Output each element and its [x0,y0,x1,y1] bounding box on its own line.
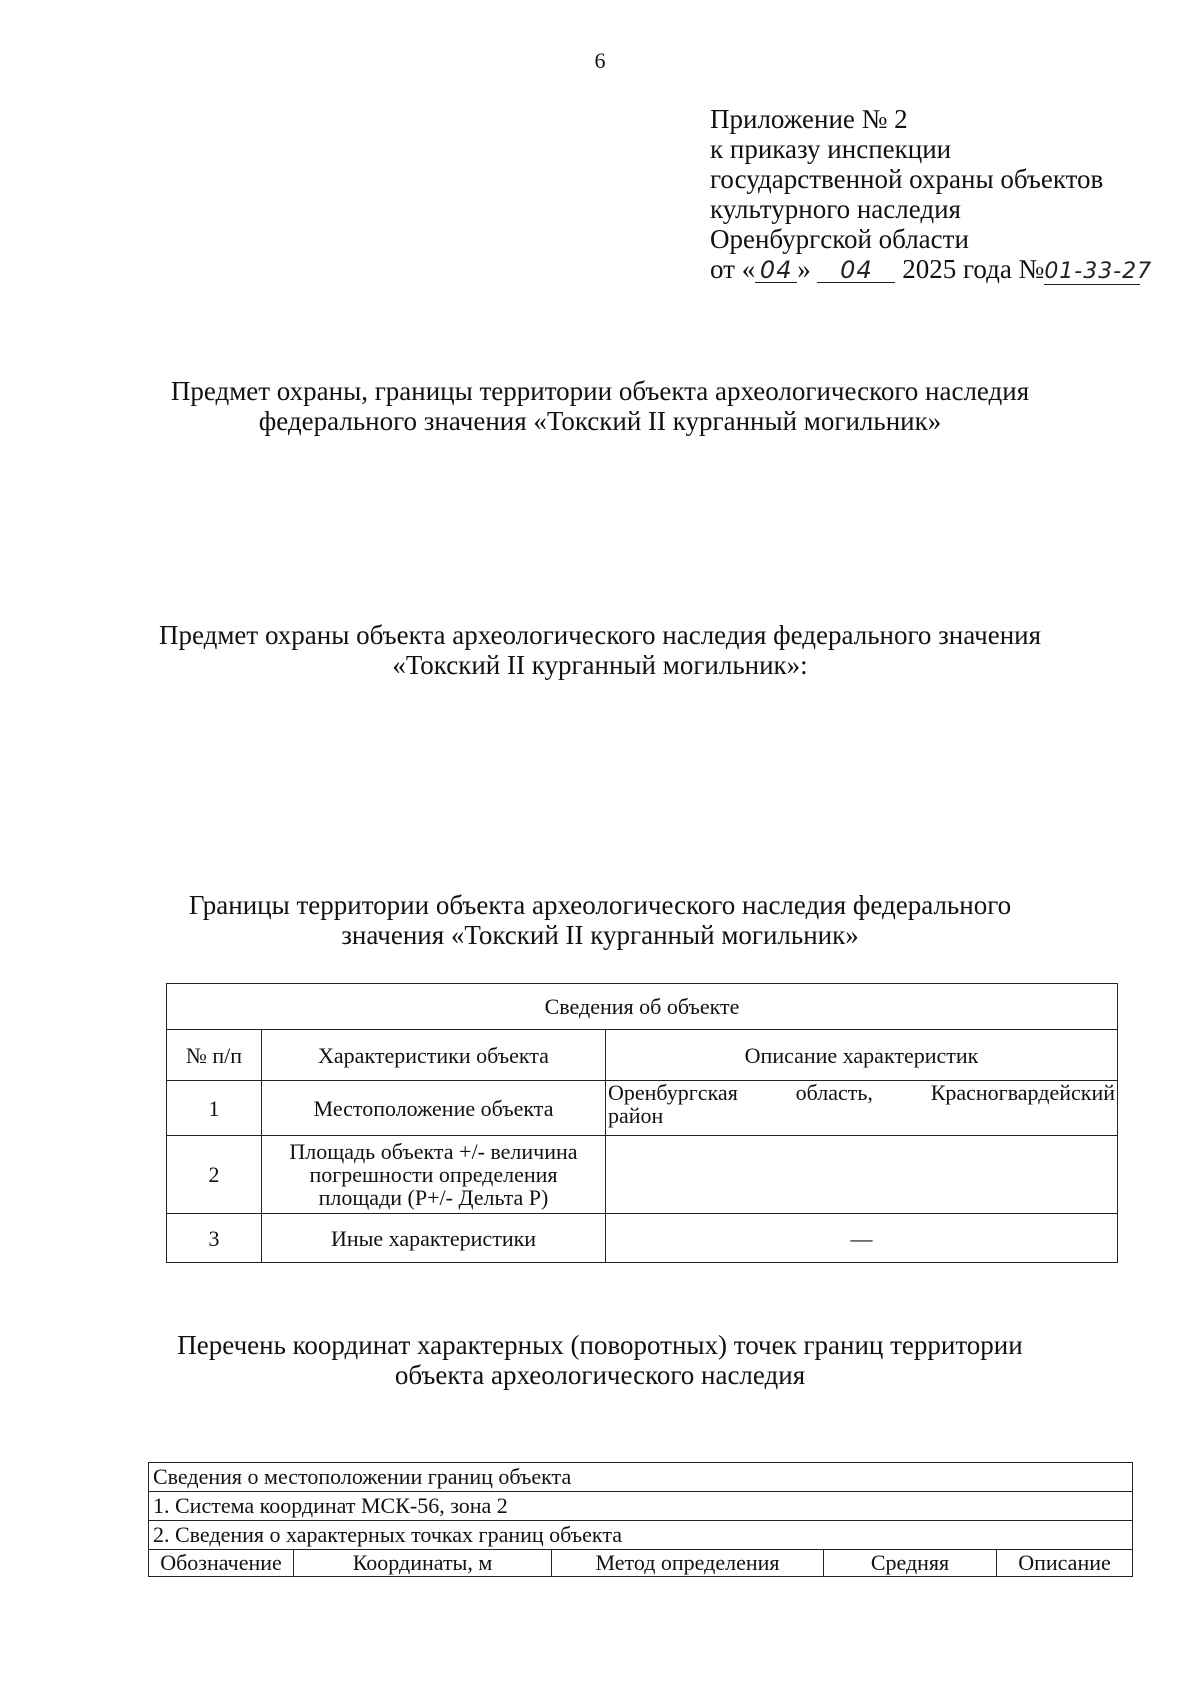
table-caption: Сведения об объекте [167,984,1118,1030]
row-description [606,1136,1118,1214]
coordinates-table [148,1462,1133,1577]
row-description: — [606,1214,1118,1263]
table-row [167,1136,1118,1214]
date-mid: » [797,254,811,284]
column-header: Средняя [824,1550,997,1577]
handwritten-order-number: 01-33-27 [1044,259,1153,284]
heading-line: Предмет охраны объекта археологического наследия федерального значения [158,620,1042,650]
description-line: район [608,1103,664,1128]
handwritten-month: 04 [817,258,895,283]
coords-row: 2. Сведения о характерных точках границ объекта [149,1521,1133,1550]
object-info-table [166,983,1118,1263]
row-description [606,1081,1118,1136]
column-header: Координаты, м [294,1550,552,1577]
coords-row: Сведения о местоположении границ объекта [149,1463,1133,1492]
annex-line: Оренбургской области [710,224,969,254]
annex-line: государственной охраны объектов [710,164,1104,194]
annex-block [710,104,1153,285]
document-title [0,376,1200,436]
column-header: Описание [997,1550,1133,1577]
column-header: Характеристики объекта [262,1030,606,1081]
coords-row: 1. Система координат МСК-56, зона 2 [149,1492,1133,1521]
protection-subject-heading [0,620,1200,680]
table-row [167,1081,1118,1136]
row-number: 1 [167,1081,262,1136]
name-line: Площадь объекта +/- величина [289,1139,578,1164]
annex-line: к приказу инспекции [710,134,952,164]
column-header: Метод определения [552,1550,824,1577]
heading-line: «Токский II курганный могильник»: [392,650,808,680]
boundaries-heading [0,890,1200,950]
column-header: № п/п [167,1030,262,1081]
column-header: Описание характеристик [606,1030,1118,1081]
date-prefix: от « [710,254,756,284]
description-line: Оренбургская область, Красногвардейский [608,1080,1115,1105]
annex-line: культурного наследия [710,194,961,224]
column-header: Обозначение [149,1550,294,1577]
title-line: Предмет охраны, границы территории объекта археологического наследия [170,376,1030,406]
name-line: погрешности определения [309,1162,558,1187]
handwritten-day: 04 [755,258,797,283]
heading-line: значения «Токский II курганный могильник» [341,920,859,950]
date-year: 2025 года № [902,254,1045,284]
row-number: 3 [167,1214,262,1263]
page-number: 6 [594,48,606,73]
heading-line: Границы территории объекта археологического наследия федерального [188,890,1012,920]
heading-line: объекта археологического наследия [394,1360,806,1390]
annex-title: Приложение № 2 [710,104,908,134]
name-line: площади (Р+/- Дельта Р) [318,1185,549,1210]
coordinates-heading [0,1330,1200,1390]
title-line: федерального значения «Токский II курганный могильник» [258,406,942,436]
table-row [167,1214,1118,1263]
row-name [262,1136,606,1214]
row-name: Иные характеристики [262,1214,606,1263]
annex-date-line [710,254,1153,285]
row-name: Местоположение объекта [262,1081,606,1136]
row-number: 2 [167,1136,262,1214]
heading-line: Перечень координат характерных (поворотных) точек границ территории [177,1330,1023,1360]
